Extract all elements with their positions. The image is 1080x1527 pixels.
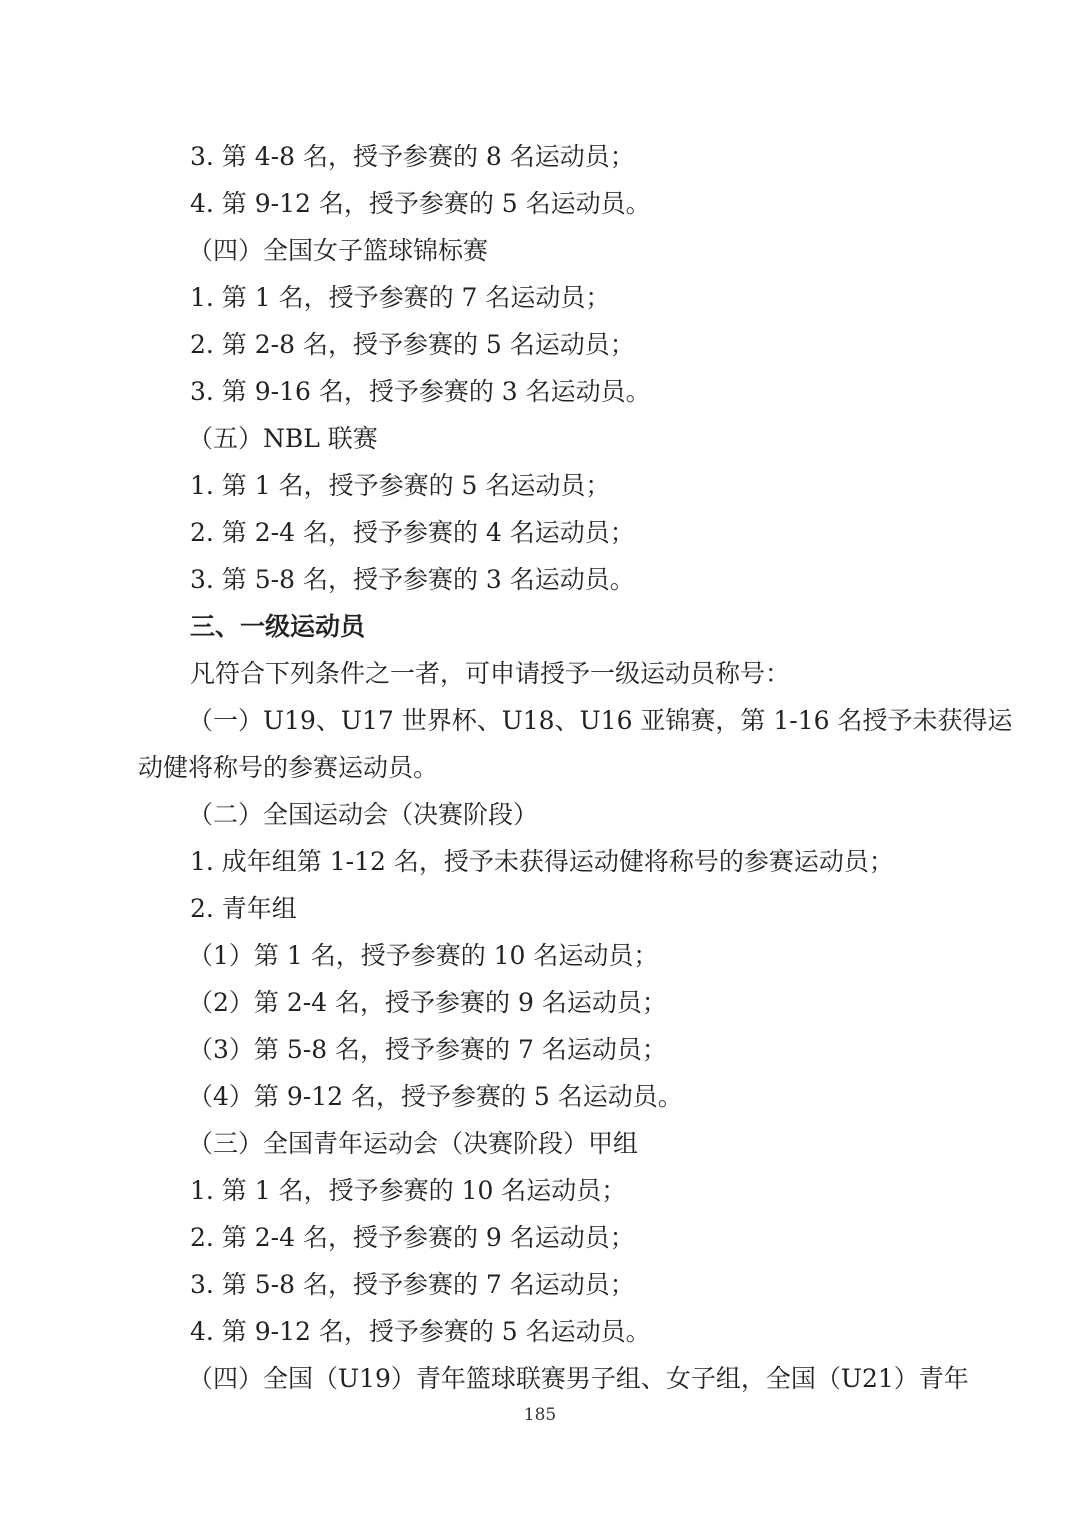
section-heading: （五）NBL 联赛 <box>188 424 378 453</box>
document-line: 2. 第 2-4 名，授予参赛的 9 名运动员； <box>190 1223 635 1252</box>
document-line: 1. 第 1 名，授予参赛的 5 名运动员； <box>190 471 611 500</box>
document-line: 1. 第 1 名，授予参赛的 7 名运动员； <box>190 283 611 312</box>
document-line: 2. 第 2-8 名，授予参赛的 5 名运动员； <box>190 330 635 359</box>
chapter-heading: 三、一级运动员 <box>190 612 366 641</box>
document-line: 3. 第 4-8 名，授予参赛的 8 名运动员； <box>190 142 635 171</box>
document-line: 3. 第 5-8 名，授予参赛的 3 名运动员。 <box>190 565 635 594</box>
document-line: 3. 第 9-16 名，授予参赛的 3 名运动员。 <box>190 377 651 406</box>
document-line: 4. 第 9-12 名，授予参赛的 5 名运动员。 <box>190 1317 651 1346</box>
document-line: 3. 第 5-8 名，授予参赛的 7 名运动员； <box>190 1270 635 1299</box>
document-line: （4）第 9-12 名，授予参赛的 5 名运动员。 <box>188 1082 683 1111</box>
section-heading: （二）全国运动会（决赛阶段） <box>188 800 539 829</box>
page-number: 185 <box>523 1405 557 1425</box>
document-line: （2）第 2-4 名，授予参赛的 9 名运动员； <box>188 988 667 1017</box>
document-line: 1. 第 1 名，授予参赛的 10 名运动员； <box>190 1176 627 1205</box>
paragraph: （一）U19、U17 世界杯、U18、U16 亚锦赛，第 1-16 名授予未获得运 <box>188 706 1013 735</box>
document-line: 4. 第 9-12 名，授予参赛的 5 名运动员。 <box>190 189 651 218</box>
document-line: 2. 第 2-4 名，授予参赛的 4 名运动员； <box>190 518 635 547</box>
section-heading: （三）全国青年运动会（决赛阶段）甲组 <box>188 1129 639 1158</box>
document-line: （1）第 1 名，授予参赛的 10 名运动员； <box>188 941 659 970</box>
document-line: 1. 成年组第 1-12 名，授予未获得运动健将称号的参赛运动员； <box>190 847 894 876</box>
document-line: 2. 青年组 <box>190 894 297 923</box>
paragraph-continuation: 动健将称号的参赛运动员。 <box>138 753 439 782</box>
section-heading: （四）全国（U19）青年篮球联赛男子组、女子组，全国（U21）青年 <box>188 1364 969 1393</box>
section-heading: （四）全国女子篮球锦标赛 <box>188 236 489 265</box>
document-line: （3）第 5-8 名，授予参赛的 7 名运动员； <box>188 1035 667 1064</box>
paragraph: 凡符合下列条件之一者，可申请授予一级运动员称号： <box>190 659 791 688</box>
